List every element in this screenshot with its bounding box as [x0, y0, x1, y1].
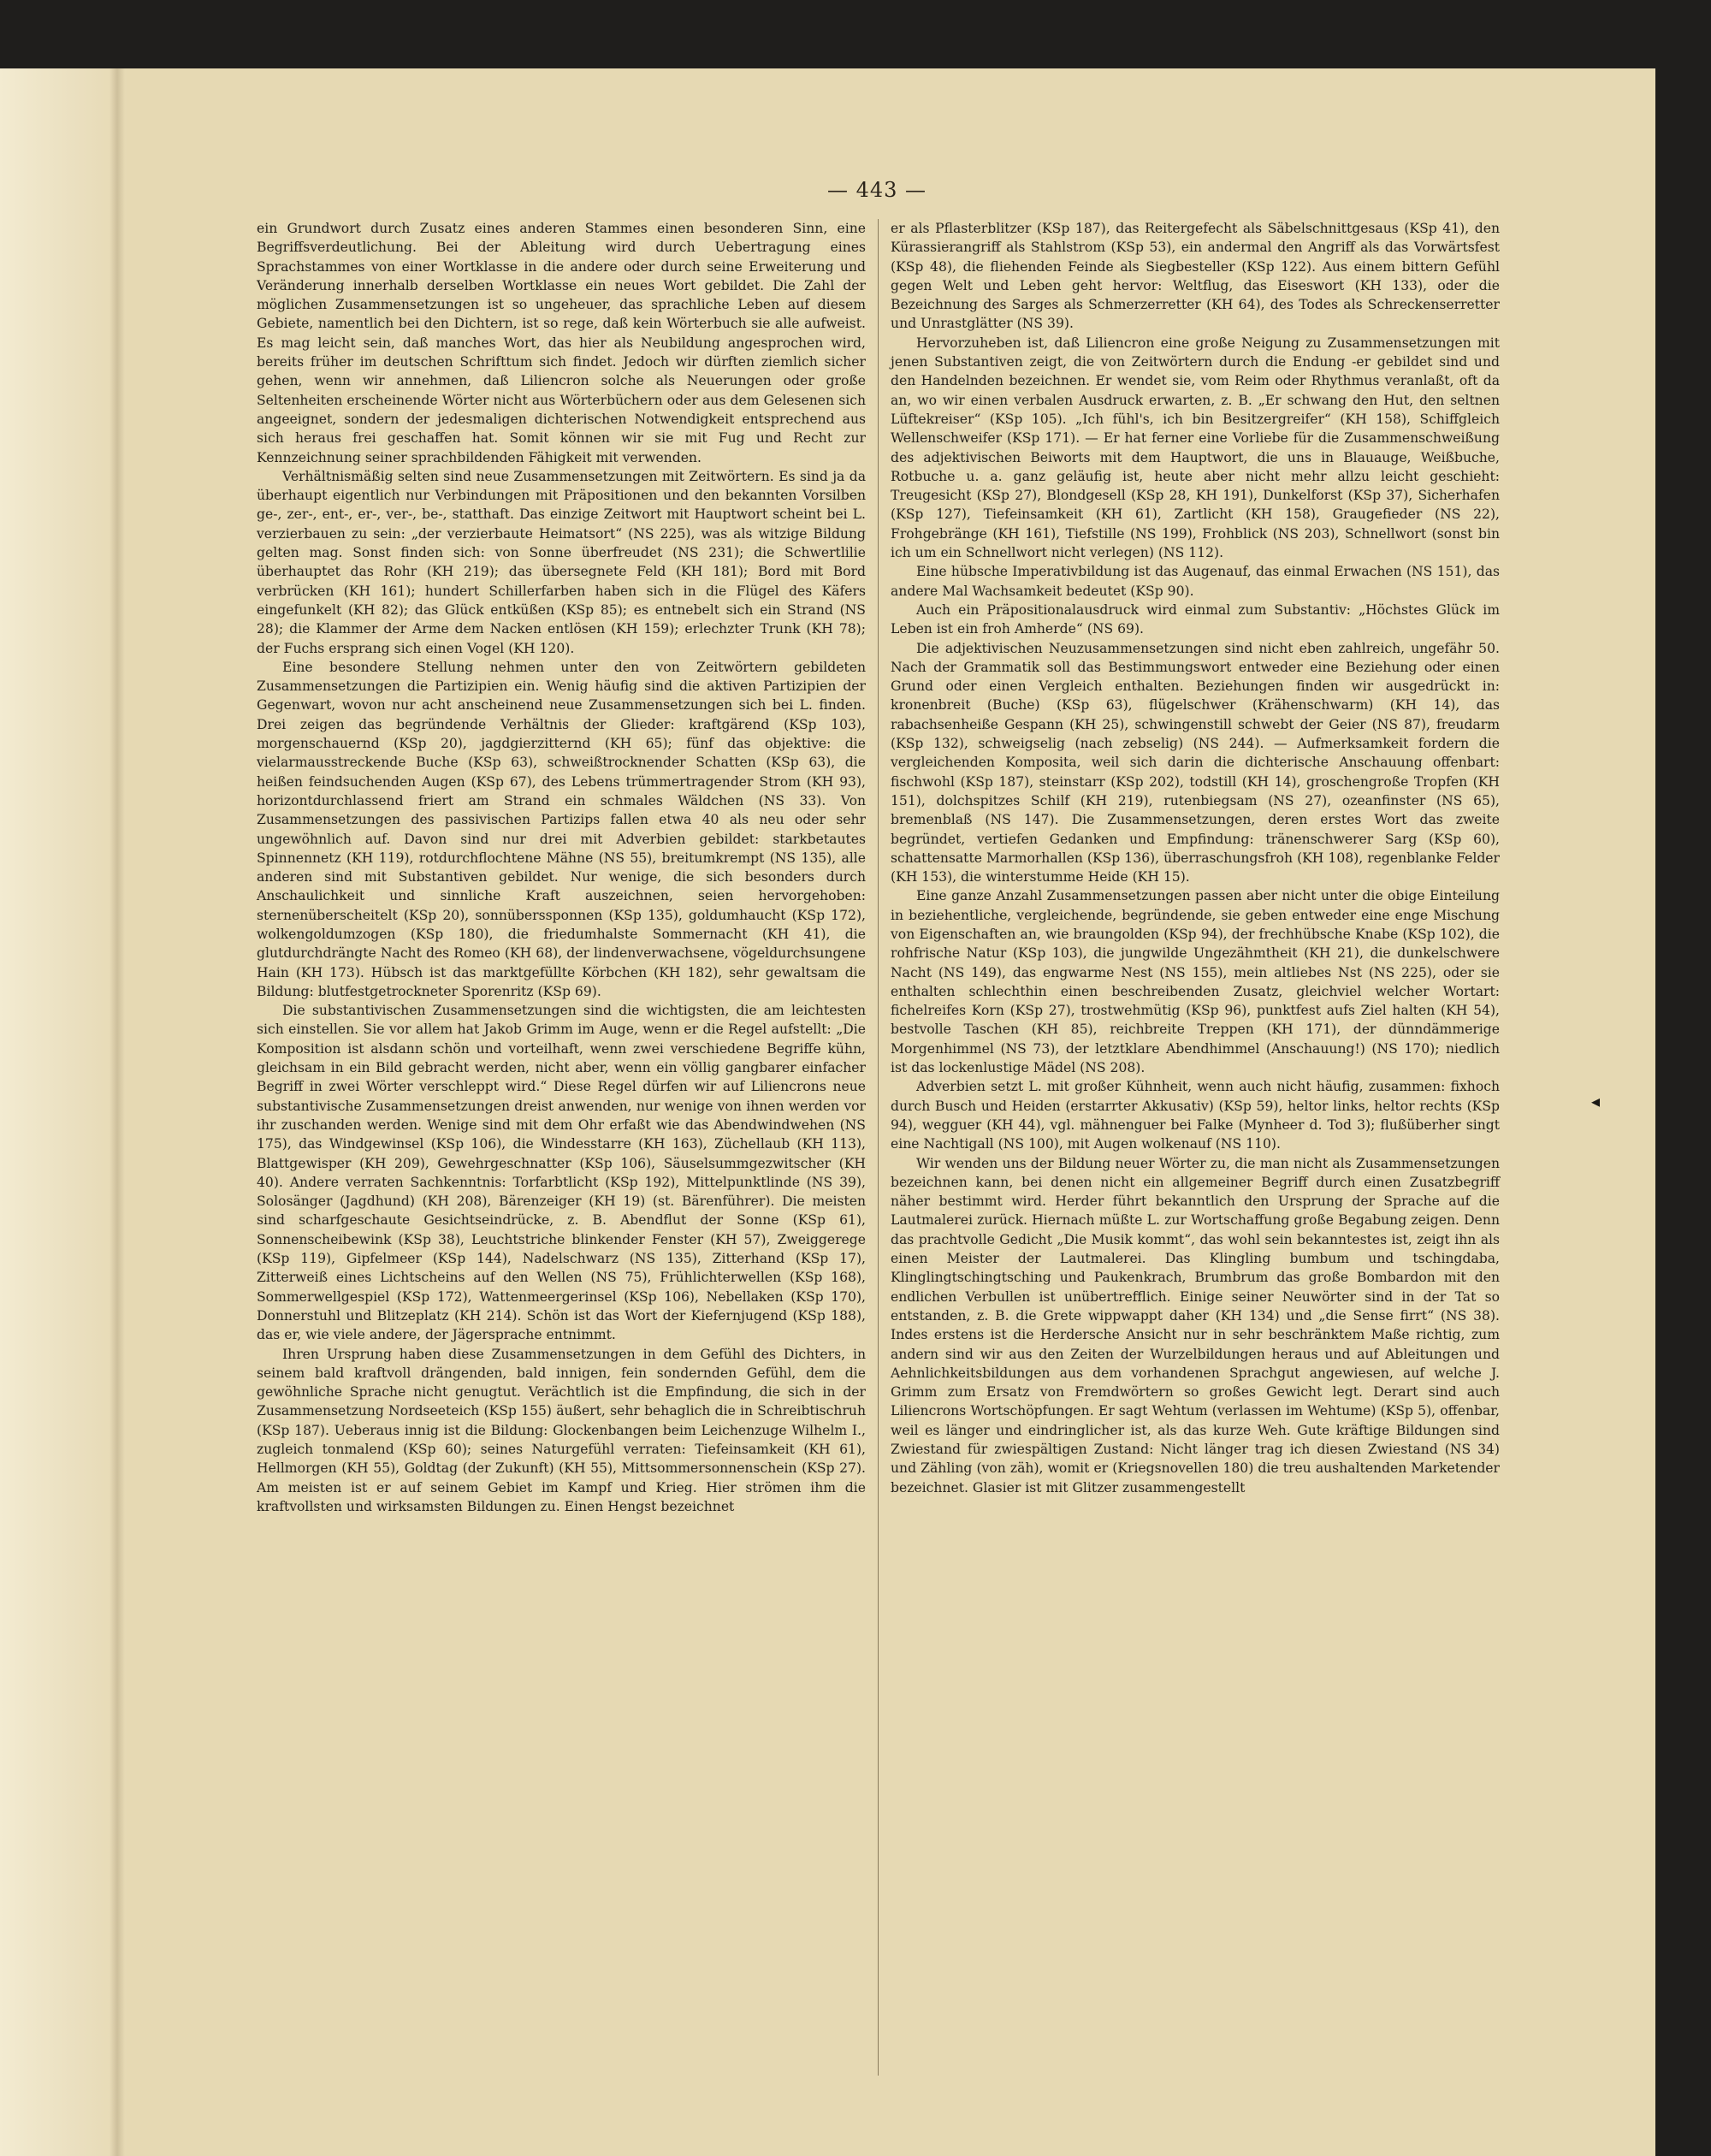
paragraph: er als Pflasterblitzer (KSp 187), das Reitergefecht als Säbelschnittgesaus (KSp 41), den Kürassierangriff als Stahlstrom (KSp 53), ein andermal den Angriff als das Vorwärtsfest (KSp 48), die fliehenden Feinde als Siegbesteller (KSp 122). Aus einem bittern Gefühl gegen Welt und Leben geht hervor: Weltflug, das Eiseswort (KH 133), oder die Bezeichnung des Sarges als Schmerzerretter (KH 64), des Todes als Schreckenserretter und Unrastglätter (NS 39). — [891, 221, 1500, 332]
page-gutter-shadow — [110, 68, 125, 2156]
right-text-column — [891, 219, 1500, 1497]
paragraph: Wir wenden uns der Bildung neuer Wörter zu, die man nicht als Zusammensetzungen bezeichnen kann, bei denen nicht ein allgemeiner Begriff durch einen Zusatzbegriff näher bestimmt wird. Herder führt bekanntlich den Ursprung der Sprache auf die Lautmalerei zurück. Hiernach müßte L. zur Wortschaffung große Begabung zeigen. Denn das prachtvolle Gedicht „Die Musik kommt“, das wohl sein bekanntestes ist, zeigt ihn als einen Meister der Lautmalerei. Das Klingling bumbum und tschingdaba, Klinglingtschingtsching und Paukenkrach, Brumbrum das große Bombardon mit den endlichen Verbullen ist unübertrefflich. Einige seiner Neuwörter sind in der Tat so entstanden, z. B. die Grete wippwappt daher (KH 134) und „die Sense firrt“ (NS 38). Indes erstens ist die Herdersche Ansicht nur in sehr beschränktem Maße richtig, zum andern sind wir aus den Zeiten der Wurzelbildungen heraus und auf Ableitungen und Aehnlichkeitsbildungen aus dem vorhandenen Sprachgut angewiesen, auf welche J. Grimm zum Ersatz von Fremdwörtern so großes Gewicht legt. Derart sind auch Liliencrons Wortschöpfungen. Er sagt Wehtum (verlassen im Wehtume) (KSp 5), offenbar, weil es länger und eindringlicher ist, als das kurze Weh. Gute kräftige Bildungen sind Zwiestand für zwiespältigen Zustand: Nicht länger trag ich diesen Zwiestand (NS 34) und Zähling (von zäh), womit er (Kriegsnovellen 180) die treu aushaltenden Marketender bezeichnet. Glasier ist mit Glitzer zusammengestellt — [891, 1155, 1500, 1496]
paragraph: Eine besondere Stellung nehmen unter den von Zeitwörtern gebildeten Zusammensetzungen die Partizipien ein. Wenig häufig sind die aktiven Partizipien der Gegenwart, wovon nur acht anscheinend neue Zusammensetzungen sich bei L. finden. Drei zeigen das begründende Verhältnis der Glieder: kraftgärend (KSp 103), morgenschauernd (KSp 20), jagdgierzitternd (KH 65); fünf das objektive: die vielarmausstreckende Buche (KSp 63), schweißtrocknender Schatten (KSp 63), die heißen feindsuchenden Augen (KSp 67), des Lebens trümmertragender Strom (KH 93), horizontdurchlassend friert am Strand ein schmales Wäldchen (NS 33). Von Zusammensetzungen des passivischen Partizips fallen etwa 40 als neu oder sehr ungewöhnlich auf. Davon sind nur drei mit Adverbien gebildet: starkbetautes Spinnennetz (KH 119), rotdurchflochtene Mähne (NS 55), breitumkrempt (NS 135), alle anderen sind mit Substantiven gebildet. Nur wenige, die sich besonders durch Anschaulichkeit und sinnliche Kraft auszeichnen, seien hervorgehoben: sternenüberscheitelt (KSp 20), sonnüberssponnen (KSp 135), goldumhaucht (KSp 172), wolkengoldumzogen (KSp 180), die friedumhalste Sommernacht (KH 41), die glutdurchdrängte Nacht des Romeo (KH 68), der lindenverwachsene, vögeldurchsungene Hain (KH 173). Hübsch ist das marktgefüllte Körbchen (KH 182), sehr gewaltsam die Bildung: blutfestgetrockneter Sporenritz (KSp 69). — [257, 659, 866, 999]
newspaper-page — [0, 68, 1655, 2156]
page-number: — 443 — — [826, 178, 927, 202]
column-divider — [878, 219, 879, 2076]
paragraph: Ihren Ursprung haben diese Zusammensetzungen in dem Gefühl des Dichters, in seinem bald kraftvoll drängenden, bald innigen, fein sondernden Gefühl, dem die gewöhnliche Sprache nicht genugtut. Verächtlich ist die Empfindung, die sich in der Zusammensetzung Nordseeteich (KSp 155) äußert, sehr behaglich die in Schreibtischruh (KSp 187). Ueberaus innig ist die Bildung: Glockenbangen beim Leichenzuge Wilhelm I., zugleich tonmalend (KSp 60); seines Naturgefühl verraten: Tiefeinsamkeit (KH 61), Hellmorgen (KH 55), Goldtag (der Zukunft) (KH 55), Mittsommersonnenschein (KSp 27). Am meisten ist er auf seinem Gebiet im Kampf und Krieg. Hier strömen ihm die kraftvollsten und wirksamsten Bildungen zu. Einen Hengst bezeichnet — [257, 1346, 866, 1514]
paragraph: Die adjektivischen Neuzusammensetzungen sind nicht eben zahlreich, ungefähr 50. Nach der Grammatik soll das Bestimmungswort entweder eine Beziehung oder einen Grund oder einen Vergleich enthalten. Beziehungen finden wir ausgedrückt in: kronenbreit (Buche) (KSp 63), flügelschwer (Krähenschwarm) (KH 14), das rabachsenheiße Gespann (KH 25), schwingenstill schwebt der Geier (NS 87), freudarm (KSp 132), schweigselig (nach zebselig) (NS 244). — Aufmerksamkeit fordern die vergleichenden Komposita, weil sich darin die dichterische Anschauung offenbart: fischwohl (KSp 187), steinstarr (KSp 202), todstill (KH 14), groschengroße Tropfen (KH 151), dolchspitzes Schilf (KH 219), rutenbiegsam (NS 27), ozeanfinster (NS 65), bremenblaß (NS 147). Die Zusammensetzungen, deren erstes Wort das zweite begründet, vertiefen Gedanken und Empfindung: tränenschwerer Sarg (KSp 60), schattensatte Marmorhallen (KSp 136), überraschungsfroh (KH 108), regenblanke Felder (KH 153), die winterstumme Heide (KH 15). — [891, 640, 1500, 886]
paragraph: Eine hübsche Imperativbildung ist das Augenauf, das einmal Erwachen (NS 151), das andere Mal Wachsamkeit bedeutet (KSp 90). — [891, 564, 1500, 599]
paragraph: ein Grundwort durch Zusatz eines anderen Stammes einen besonderen Sinn, eine Begriffsverdeutlichung. Bei der Ableitung wird durch Uebertragung eines Sprachstammes von einer Wortklasse in die andere oder durch seine Erweiterung und Veränderung innerhalb derselben Wortklasse ein neues Wort gebildet. Die Zahl der möglichen Zusammensetzungen ist so ungeheuer, das sprachliche Leben auf diesem Gebiete, namentlich bei den Dichtern, ist so rege, daß kein Wörterbuch sie alle aufweist. Es mag leicht sein, daß manches Wort, das hier als Neubildung angesprochen wird, bereits früher im deutschen Schrifttum sich findet. Jedoch wir dürften ziemlich sicher gehen, wenn wir annehmen, daß Liliencron solche als Neuerungen oder große Seltenheiten erscheinende Wörter nicht aus Wörterbüchern oder aus dem Gelesenen sich angeeignet, sondern der jedesmaligen dichterischen Notwendigkeit entsprechend aus sich heraus frei geschaffen hat. Somit können wir sie mit Fug und Recht zur Kennzeichnung seiner sprachbildenden Fähigkeit mit verwenden. — [257, 221, 866, 465]
paragraph: Auch ein Präpositionalausdruck wird einmal zum Substantiv: „Höchstes Glück im Leben ist ein froh Amherde“ (NS 69). — [891, 601, 1500, 637]
left-text-column — [257, 219, 866, 1516]
paragraph: Eine ganze Anzahl Zusammensetzungen passen aber nicht unter die obige Einteilung in beziehentliche, vergleichende, begründende, sie geben entweder eine enge Mischung von Eigenschaften an, wie braungolden (KSp 94), der frechhübsche Knabe (KSp 102), die rohfrische Natur (KSp 103), die jungwilde Ungezähmtheit (KH 21), die dunkelschwere Nacht (NS 149), das engwarme Nest (NS 155), mein altliebes Nst (NS 225), oder sie enthalten schlechthin einen beschreibenden Zusatz, gleichviel welcher Wortart: fichelreifes Korn (KSp 27), trostwehmütig (KSp 96), punktfest aufs Ziel halten (KH 54), bestvolle Taschen (KH 85), reichbreite Treppen (KH 171), der dünndämmerige Morgenhimmel (NS 73), der letztklare Abendhimmel (Anschauung!) (NS 170); niedlich ist das lockenlustige Mädel (NS 208). — [891, 888, 1500, 1076]
paragraph: Adverbien setzt L. mit großer Kühnheit, wenn auch nicht häufig, zusammen: fixhoch durch Busch und Heiden (erstarrter Akkusativ) (KSp 59), heltor links, heltor rechts (KSp 94), wegguer (KH 44), vgl. mähnenguer bei Falke (Mynheer d. Tod 3); flußüberher singt eine Nachtigall (NS 100), mit Augen wolkenauf (NS 110). — [891, 1079, 1500, 1152]
margin-mark: ◂ — [1591, 1091, 1601, 1111]
paragraph: Die substantivischen Zusammensetzungen sind die wichtigsten, die am leichtesten sich einstellen. Sie vor allem hat Jakob Grimm im Auge, wenn er die Regel aufstellt: „Die Komposition ist alsdann schön und vorteilhaft, wenn zwei verschiedene Begriffe kühn, gleichsam in ein Bild gebracht werden, nicht aber, wenn ein völlig gangbarer einfacher Begriff in zwei Wörter verschleppt wird.“ Diese Regel dürfen wir auf Liliencrons neue substantivische Zusammensetzungen dreist anwenden, nur wenige von ihnen werden vor ihr zuschanden werden. Wenige sind mit dem Ohr erfaßt wie das Abendwindwehen (NS 175), das Windgewinsel (KSp 106), die Windesstarre (KH 163), Züchellaub (KH 113), Blattgewisper (KH 209), Gewehrgeschnatter (KSp 106), Säuselsummgezwitscher (KH 40). Andere verraten Sachkenntnis: Torfarbtlicht (KSp 192), Mittelpunktlinde (NS 39), Solosänger (Jagdhund) (KH 208), Bärenzeiger (KH 19) (st. Bärenführer). Die meisten sind scharfgeschaute Gesichtseindrücke, z. B. Abendflut der Sonne (KSp 61), Sonnenscheibewink (KSp 38), Leuchtstriche blinkender Fenster (KH 57), Zweiggerege (KSp 119), Gipfelmeer (KSp 144), Nadelschwarz (NS 135), Zitterhand (KSp 17), Zitterweiß eines Lichtscheins auf den Wellen (NS 75), Frühlichterwellen (KSp 168), Sommerwellgespiel (KSp 172), Wattenmeergerinsel (KSp 106), Nebellaken (KSp 170), Donnerstuhl und Blitzeplatz (KH 214). Schön ist das Wort der Kiefernjugend (KSp 188), das er, wie viele andere, der Jägersprache entnimmt. — [257, 1003, 866, 1343]
paragraph: Hervorzuheben ist, daß Liliencron eine große Neigung zu Zusammensetzungen mit jenen Substantiven zeigt, die von Zeitwörtern durch die Endung -er gebildet sind und den Handelnden bezeichnen. Er wendet sie, vom Reim oder Rhythmus veranlaßt, oft da an, wo wir einen verbalen Ausdruck erwarten, z. B. „Er schwang den Hut, den seltnen Lüftekreiser“ (KSp 105). „Ich fühl's, ich bin Besitzergreifer“ (KH 158), Schiffgleich Wellenschweifer (KSp 171). — Er hat ferner eine Vorliebe für die Zusammenschweißung des adjektivischen Beiworts mit dem Hauptwort, die uns in Blauauge, Weißbuche, Rotbuche u. a. ganz geläufig ist, heute aber nicht mehr allzu leicht geschieht: Treugesicht (KSp 27), Blondgesell (KSp 28, KH 191), Dunkelforst (KSp 37), Sicherhafen (KSp 127), Tiefeinsamkeit (KH 61), Zartlicht (KH 158), Graugefieder (NS 22), Frohgebränge (KH 161), Tiefstille (NS 199), Frohblick (NS 203), Schnellwort (sonst bin ich um ein Schnellwort nicht verlegen) (NS 112). — [891, 335, 1500, 561]
paragraph: Verhältnismäßig selten sind neue Zusammensetzungen mit Zeitwörtern. Es sind ja da überhaupt eigentlich nur Verbindungen mit Präpositionen und den bekannten Vorsilben ge-, zer-, ent-, er-, ver-, be-, statthaft. Das einzige Zeitwort mit Hauptwort scheint bei L. verzierbauen zu sein: „der verzierbaute Heimatsort“ (NS 225), was als witzige Bildung gelten mag. Sonst finden sich: von Sonne überfreudet (NS 231); die Schwertlilie überhauptet das Rohr (KH 219); das übersegnete Feld (KH 181); Bord mit Bord verbrücken (KH 161); hundert Schillerfarben haben sich in die Flügel des Käfers eingefunkelt (KH 82); das Glück entküßen (KSp 85); es entnebelt sich ein Strand (NS 28); die Klammer der Arme dem Nacken entlösen (KH 159); erlechzter Trunk (KH 78); der Fuchs ersprang sich einen Vogel (KH 120). — [257, 468, 866, 656]
